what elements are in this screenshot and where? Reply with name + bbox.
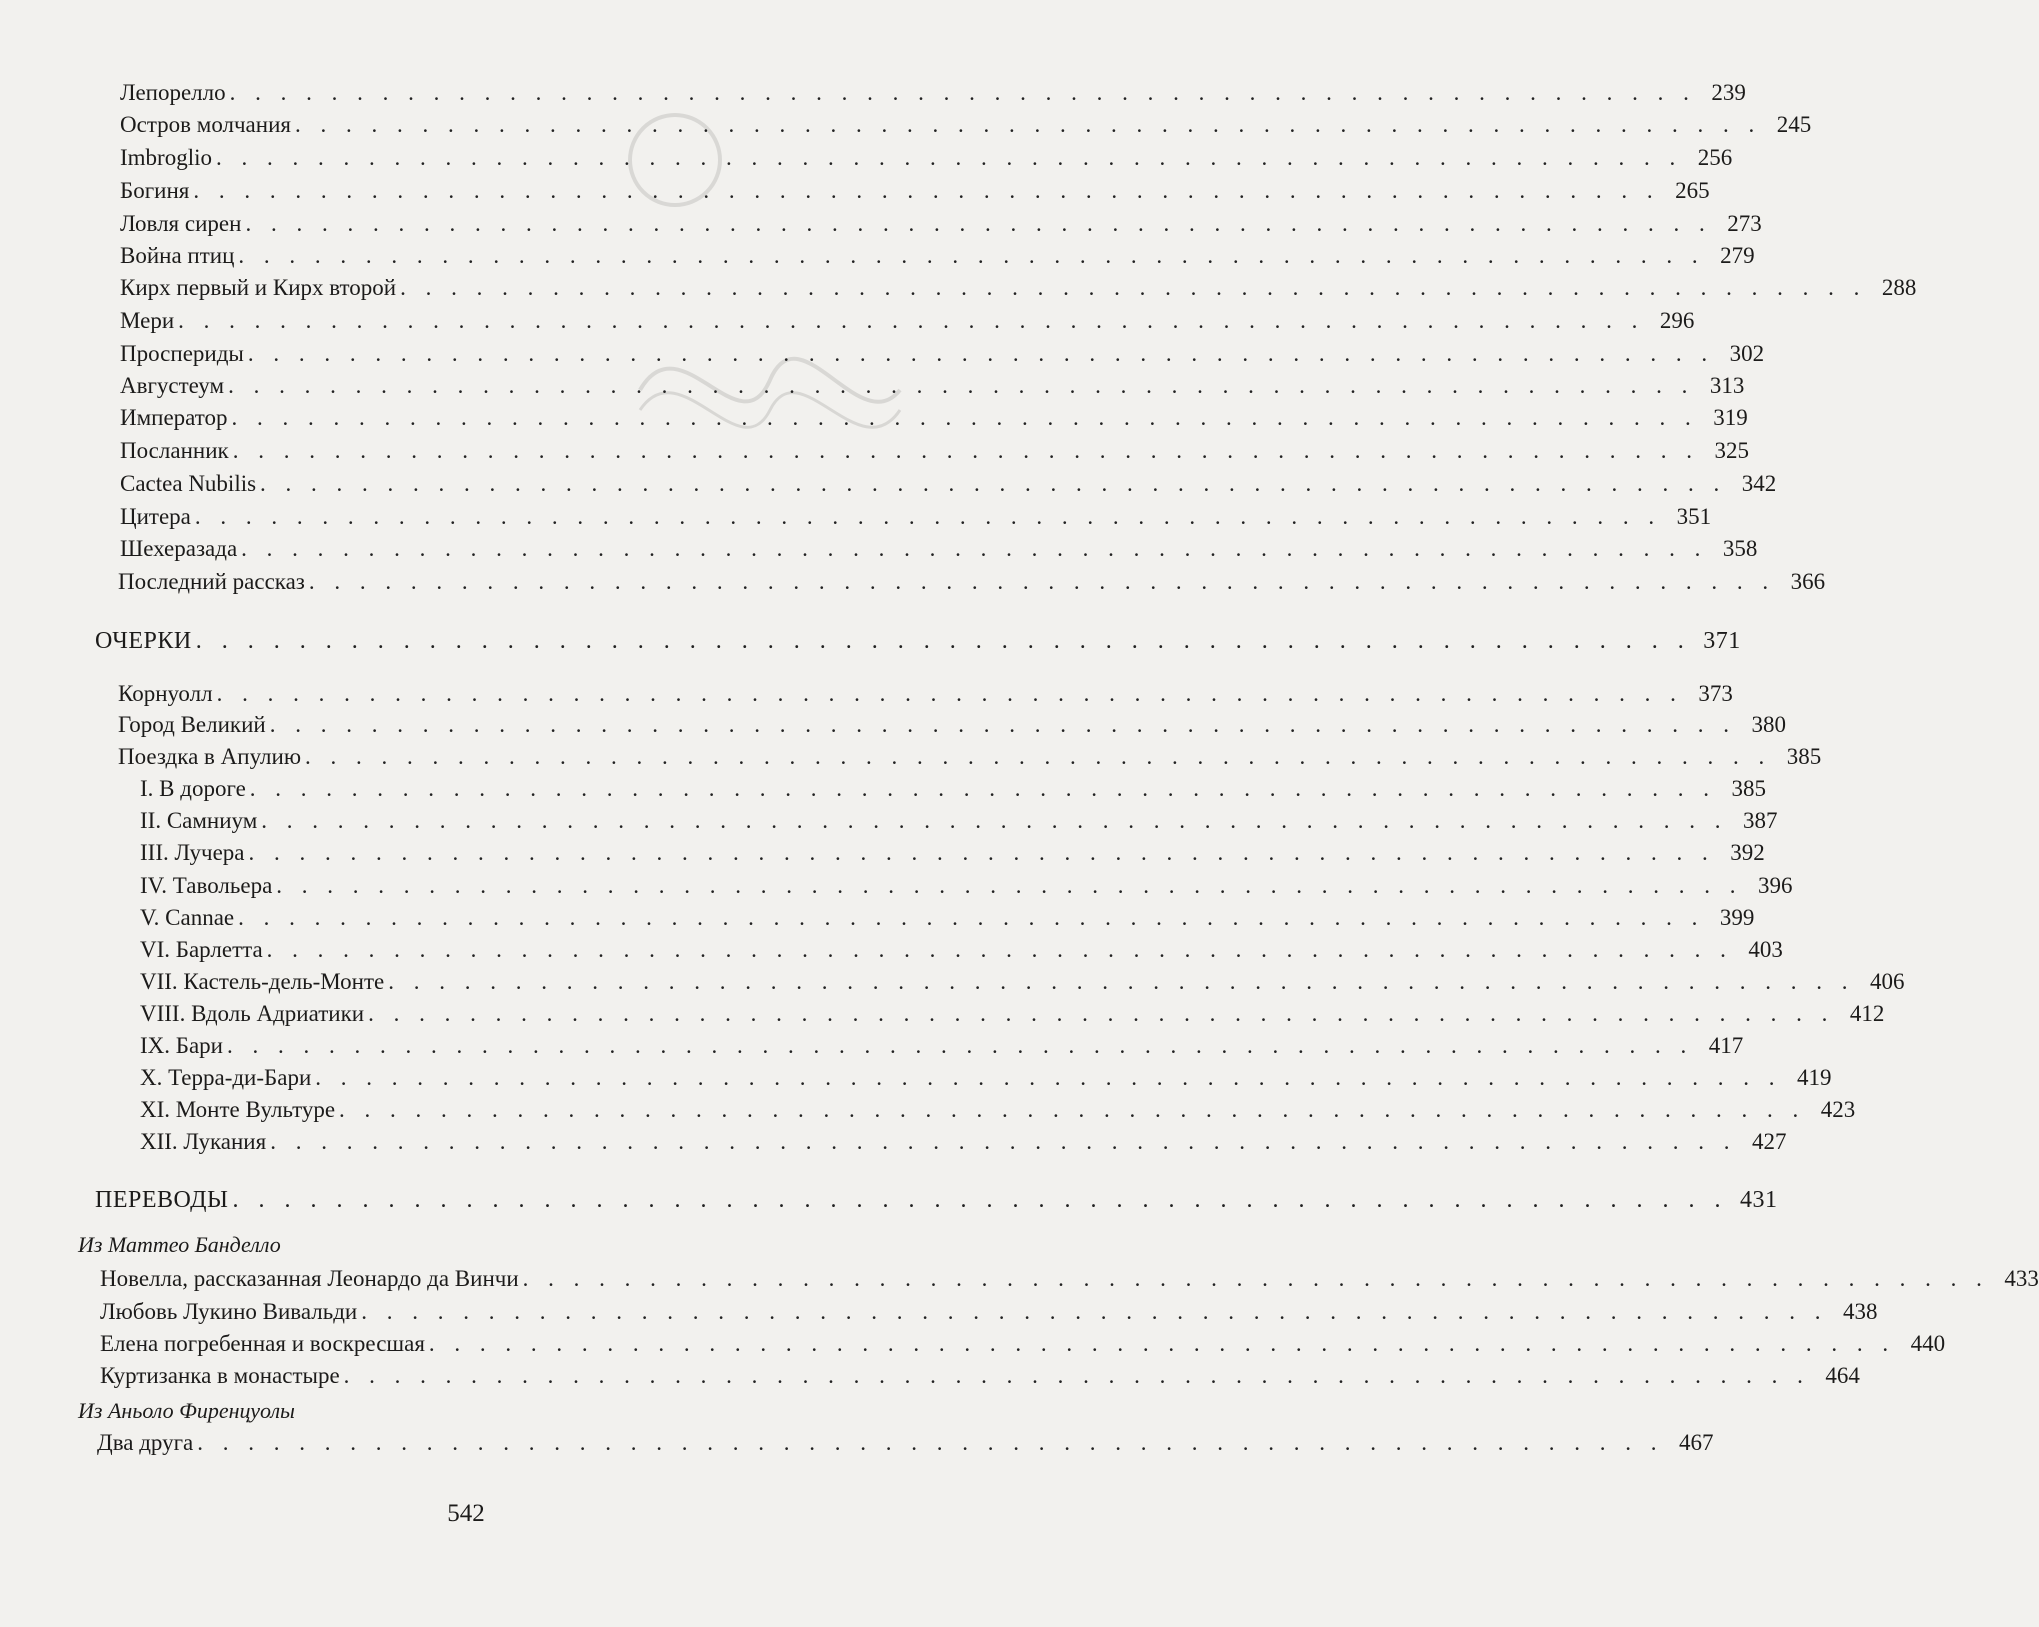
toc-entry-title: Куртизанка в монастыре [100,1363,340,1388]
toc-entry[interactable] [100,1266,2039,1298]
toc-entry-page: 239 [1711,80,1746,105]
toc-entry[interactable] [100,1363,1860,1395]
toc-subentry[interactable] [140,969,1905,1001]
toc-leader-dots: . . . . . . . . . . . . . . . . . . . . . . . . . . . . . . . . . . . . . . . . . . . . . . . . . . . . . . . . . . [228,373,1695,398]
toc-entry-page: 403 [1748,937,1783,962]
toc-entry-page: 464 [1825,1363,1860,1388]
toc-subentry[interactable] [140,1033,1744,1065]
toc-entry-title: Император [120,405,228,430]
toc-leader-dots: . . . . . . . . . . . . . . . . . . . . . . . . . . . . . . . . . . . . . . . . . . . . . . . . . . . . . . . . . . [195,628,1691,654]
toc-leader-dots: . . . . . . . . . . . . . . . . . . . . . . . . . . . . . . . . . . . . . . . . . . . . . . . . . . . . . . . . . . [247,341,1715,366]
toc-entry-page: 366 [1790,569,1826,594]
toc-entry[interactable] [100,1299,1878,1331]
toc-leader-dots: . . . . . . . . . . . . . . . . . . . . . . . . . . . . . . . . . . . . . . . . . . . . . . . . . . . . . . . . . . [428,1331,1896,1356]
toc-subentry[interactable] [140,1129,1787,1161]
toc-leader-dots: . . . . . . . . . . . . . . . . . . . . . . . . . . . . . . . . . . . . . . . . . . . . . . . . . . . . . . . . . . [238,905,1705,930]
toc-entry[interactable] [120,405,1748,437]
toc-entry[interactable] [120,308,1695,340]
toc-entry-title: Кирх первый и Кирх второй [120,275,397,300]
toc-section-page: 431 [1739,1187,1778,1213]
toc-entry-page: 467 [1679,1430,1714,1455]
toc-entry-title: Последний рассказ [118,569,305,594]
toc-section-title: ПЕРЕВОДЫ [95,1187,229,1213]
toc-entry-page: 427 [1751,1129,1787,1154]
toc-entry-page: 406 [1870,969,1905,994]
toc-entry-title: Августеум [120,373,225,398]
toc-entry[interactable] [118,681,1733,713]
toc-entry-page: 265 [1675,178,1710,203]
toc-entry-page: 396 [1758,873,1793,898]
toc-entry-page: 342 [1741,471,1777,496]
toc-entry-title: Imbroglio [120,145,212,170]
toc-entry-title: Поездка в Апулию [118,744,302,769]
toc-leader-dots: . . . . . . . . . . . . . . . . . . . . . . . . . . . . . . . . . . . . . . . . . . . . . . . . . . . . . . . . . . [216,145,1683,170]
toc-entry-title: XII. Лукания [140,1129,267,1154]
toc-leader-dots: . . . . . . . . . . . . . . . . . . . . . . . . . . . . . . . . . . . . . . . . . . . . . . . . . . . . . . . . . . [241,536,1708,561]
toc-entry[interactable] [120,145,1733,177]
toc-entry[interactable] [120,341,1765,373]
toc-entry-title: Корнуолл [118,681,213,706]
toc-entry-page: 385 [1786,744,1822,769]
toc-entry-page: 256 [1697,145,1733,170]
toc-entry[interactable] [97,1430,1714,1462]
toc-entry-page: 358 [1722,536,1758,561]
toc-leader-dots: . . . . . . . . . . . . . . . . . . . . . . . . . . . . . . . . . . . . . . . . . . . . . . . . . . . . . . . . . . [232,438,1699,463]
toc-entry[interactable] [120,373,1745,405]
toc-subentry[interactable] [140,1097,1856,1129]
toc-subentry[interactable] [140,776,1767,808]
toc-entry[interactable] [120,211,1762,243]
toc-entry-title: IV. Тавольера [140,873,273,898]
toc-entry[interactable] [118,712,1786,744]
toc-leader-dots: . . . . . . . . . . . . . . . . . . . . . . . . . . . . . . . . . . . . . . . . . . . . . . . . . . . . . . . . . . [238,243,1705,268]
toc-entry-title: Ловля сирен [120,211,242,236]
toc-entry-page: 423 [1820,1097,1856,1122]
toc-leader-dots: . . . . . . . . . . . . . . . . . . . . . . . . . . . . . . . . . . . . . . . . . . . . . . . . . . . . . . . . . . [343,1363,1810,1388]
toc-subentry[interactable] [140,808,1778,840]
toc-leader-dots: . . . . . . . . . . . . . . . . . . . . . . . . . . . . . . . . . . . . . . . . . . . . . . . . . . . . . . . . . . [522,1266,1989,1291]
toc-subentry[interactable] [140,905,1755,937]
toc-section-title: ОЧЕРКИ [95,628,192,654]
toc-entry-page: 302 [1729,341,1765,366]
toc-entry-title: VI. Барлетта [140,937,263,962]
toc-entry-page: 313 [1709,373,1745,398]
toc-entry-title: IX. Бари [140,1033,223,1058]
toc-entry-page: 417 [1708,1033,1744,1058]
toc-leader-dots: . . . . . . . . . . . . . . . . . . . . . . . . . . . . . . . . . . . . . . . . . . . . . . . . . . . . . . . . . . [229,80,1696,105]
toc-leader-dots: . . . . . . . . . . . . . . . . . . . . . . . . . . . . . . . . . . . . . . . . . . . . . . . . . . . . . . . . . . [308,569,1776,594]
toc-entry[interactable] [120,438,1749,470]
toc-entry-page: 245 [1776,112,1812,137]
toc-entry[interactable] [120,243,1755,275]
toc-entry[interactable] [120,471,1777,503]
toc-leader-dots: . . . . . . . . . . . . . . . . . . . . . . . . . . . . . . . . . . . . . . . . . . . . . . . . . . . . . . . . . . [249,776,1717,801]
toc-entry-title: Цитера [120,504,191,529]
toc-entry-title: Война птиц [120,243,235,268]
toc-entry-title: VII. Кастель-дель-Монте [140,969,385,994]
toc-entry[interactable] [120,504,1712,536]
toc-entry[interactable] [120,178,1710,210]
toc-subentry[interactable] [140,840,1765,872]
toc-entry-page: 319 [1713,405,1748,430]
toc-leader-dots: . . . . . . . . . . . . . . . . . . . . . . . . . . . . . . . . . . . . . . . . . . . . . . . . . . . . . . . . . . [261,808,1728,833]
toc-leader-dots: . . . . . . . . . . . . . . . . . . . . . . . . . . . . . . . . . . . . . . . . . . . . . . . . . . . . . . . . . . [400,275,1867,300]
toc-entry-page: 373 [1698,681,1733,706]
toc-entry-title: Новелла, рассказанная Леонардо да Винчи [100,1266,519,1291]
toc-entry[interactable] [120,275,1917,307]
toc-entry-title: XI. Монте Вультуре [140,1097,336,1122]
toc-leader-dots: . . . . . . . . . . . . . . . . . . . . . . . . . . . . . . . . . . . . . . . . . . . . . . . . . . . . . . . . . . [361,1299,1828,1324]
toc-entry-title: I. В дороге [140,776,246,801]
toc-leader-dots: . . . . . . . . . . . . . . . . . . . . . . . . . . . . . . . . . . . . . . . . . . . . . . . . . . . . . . . . . . [315,1065,1782,1090]
toc-entry-title: Город Великий [118,712,266,737]
toc-leader-dots: . . . . . . . . . . . . . . . . . . . . . . . . . . . . . . . . . . . . . . . . . . . . . . . . . . . . . . . . . . [216,681,1683,706]
toc-leader-dots: . . . . . . . . . . . . . . . . . . . . . . . . . . . . . . . . . . . . . . . . . . . . . . . . . . . . . . . . . . [227,1033,1694,1058]
toc-entry-page: 288 [1881,275,1917,300]
toc-entry-title: III. Лучера [140,840,245,865]
toc-entry-title: II. Самниум [140,808,258,833]
toc-leader-dots: . . . . . . . . . . . . . . . . . . . . . . . . . . . . . . . . . . . . . . . . . . . . . . . . . . . . . . . . . . [269,712,1736,737]
toc-entry-title: Мери [120,308,175,333]
toc-entry-page: 380 [1751,712,1786,737]
toc-entry-title: Два друга [97,1430,194,1455]
toc-entry-title: Посланник [120,438,229,463]
toc-leader-dots: . . . . . . . . . . . . . . . . . . . . . . . . . . . . . . . . . . . . . . . . . . . . . . . . . . . . . . . . . . [231,405,1698,430]
toc-entry[interactable] [118,569,1826,601]
toc-entry-title: V. Cannae [140,905,235,930]
toc-author-subhead: Из Маттео Банделло [78,1232,281,1257]
toc-leader-dots: . . . . . . . . . . . . . . . . . . . . . . . . . . . . . . . . . . . . . . . . . . . . . . . . . . . . . . . . . . [305,744,1772,769]
toc-entry-title: Лепорелло [120,80,226,105]
toc-entry-page: 273 [1727,211,1762,236]
toc-leader-dots: . . . . . . . . . . . . . . . . . . . . . . . . . . . . . . . . . . . . . . . . . . . . . . . . . . . . . . . . . . [266,937,1733,962]
toc-entry-title: Проспериды [120,341,244,366]
toc-entry-title: Любовь Лукино Вивальди [100,1299,358,1324]
toc-entry-page: 351 [1676,504,1712,529]
toc-entry[interactable] [118,744,1822,776]
toc-leader-dots: . . . . . . . . . . . . . . . . . . . . . . . . . . . . . . . . . . . . . . . . . . . . . . . . . . . . . . . . . . [339,1097,1806,1122]
toc-leader-dots: . . . . . . . . . . . . . . . . . . . . . . . . . . . . . . . . . . . . . . . . . . . . . . . . . . . . . . . . . . [194,504,1662,529]
toc-section-translations[interactable] [95,1187,1778,1219]
toc-entry-page: 296 [1659,308,1695,333]
toc-entry[interactable] [100,1331,1946,1363]
toc-entry-title: X. Терра-ди-Бари [140,1065,312,1090]
toc-section-essays[interactable] [95,628,1741,660]
toc-leader-dots: . . . . . . . . . . . . . . . . . . . . . . . . . . . . . . . . . . . . . . . . . . . . . . . . . . . . . . . . . . [248,840,1715,865]
toc-subentry[interactable] [140,1065,1832,1097]
toc-leader-dots: . . . . . . . . . . . . . . . . . . . . . . . . . . . . . . . . . . . . . . . . . . . . . . . . . . . . . . . . . . [388,969,1855,994]
toc-entry-title: Елена погребенная и воскресшая [100,1331,425,1356]
toc-entry-page: 392 [1730,840,1765,865]
toc-entry-title: Шехеразада [120,536,238,561]
toc-leader-dots: . . . . . . . . . . . . . . . . . . . . . . . . . . . . . . . . . . . . . . . . . . . . . . . . . . . . . . . . . . [197,1430,1664,1455]
toc-entry-page: 412 [1849,1001,1885,1026]
toc-subentry[interactable] [140,1001,1885,1033]
toc-entry-title: VIII. Вдоль Адриатики [140,1001,365,1026]
toc-section-page: 371 [1703,628,1741,654]
toc-leader-dots: . . . . . . . . . . . . . . . . . . . . . . . . . . . . . . . . . . . . . . . . . . . . . . . . . . . . . . . . . . [260,471,1727,496]
toc-leader-dots: . . . . . . . . . . . . . . . . . . . . . . . . . . . . . . . . . . . . . . . . . . . . . . . . . . . . . . . . . . [276,873,1743,898]
toc-entry-page: 385 [1731,776,1767,801]
page-number: 542 [447,1500,485,1527]
toc-entry-title: Остров молчания [120,112,291,137]
toc-leader-dots: . . . . . . . . . . . . . . . . . . . . . . . . . . . . . . . . . . . . . . . . . . . . . . . . . . . . . . . . . . [178,308,1645,333]
toc-entry[interactable] [120,536,1758,568]
toc-entry-page: 387 [1743,808,1778,833]
toc-leader-dots: . . . . . . . . . . . . . . . . . . . . . . . . . . . . . . . . . . . . . . . . . . . . . . . . . . . . . . . . . . [368,1001,1835,1026]
toc-entry-title: Богиня [120,178,190,203]
toc-entry-page: 440 [1910,1331,1946,1356]
toc-entry[interactable] [120,80,1746,112]
toc-entry-page: 438 [1843,1299,1878,1324]
toc-entry-title: Cactea Nubilis [120,471,257,496]
toc-leader-dots: . . . . . . . . . . . . . . . . . . . . . . . . . . . . . . . . . . . . . . . . . . . . . . . . . . . . . . . . . . [245,211,1712,236]
toc-entry-page: 399 [1719,905,1755,930]
toc-entry-page: 419 [1797,1065,1832,1090]
toc-entry-page: 325 [1714,438,1749,463]
toc-entry-page: 433 [2004,1266,2039,1291]
toc-subentry[interactable] [140,873,1793,905]
toc-author-subhead: Из Аньоло Фиренцуолы [78,1398,295,1423]
toc-leader-dots: . . . . . . . . . . . . . . . . . . . . . . . . . . . . . . . . . . . . . . . . . . . . . . . . . . . . . . . . . . [294,112,1762,137]
toc-entry-page: 279 [1720,243,1755,268]
toc-subentry[interactable] [140,937,1783,969]
toc-leader-dots: . . . . . . . . . . . . . . . . . . . . . . . . . . . . . . . . . . . . . . . . . . . . . . . . . . . . . . . . . . [270,1129,1737,1154]
toc-entry[interactable] [120,112,1812,144]
toc-leader-dots: . . . . . . . . . . . . . . . . . . . . . . . . . . . . . . . . . . . . . . . . . . . . . . . . . . . . . . . . . . [193,178,1660,203]
toc-leader-dots: . . . . . . . . . . . . . . . . . . . . . . . . . . . . . . . . . . . . . . . . . . . . . . . . . . . . . . . . . . [232,1187,1728,1213]
